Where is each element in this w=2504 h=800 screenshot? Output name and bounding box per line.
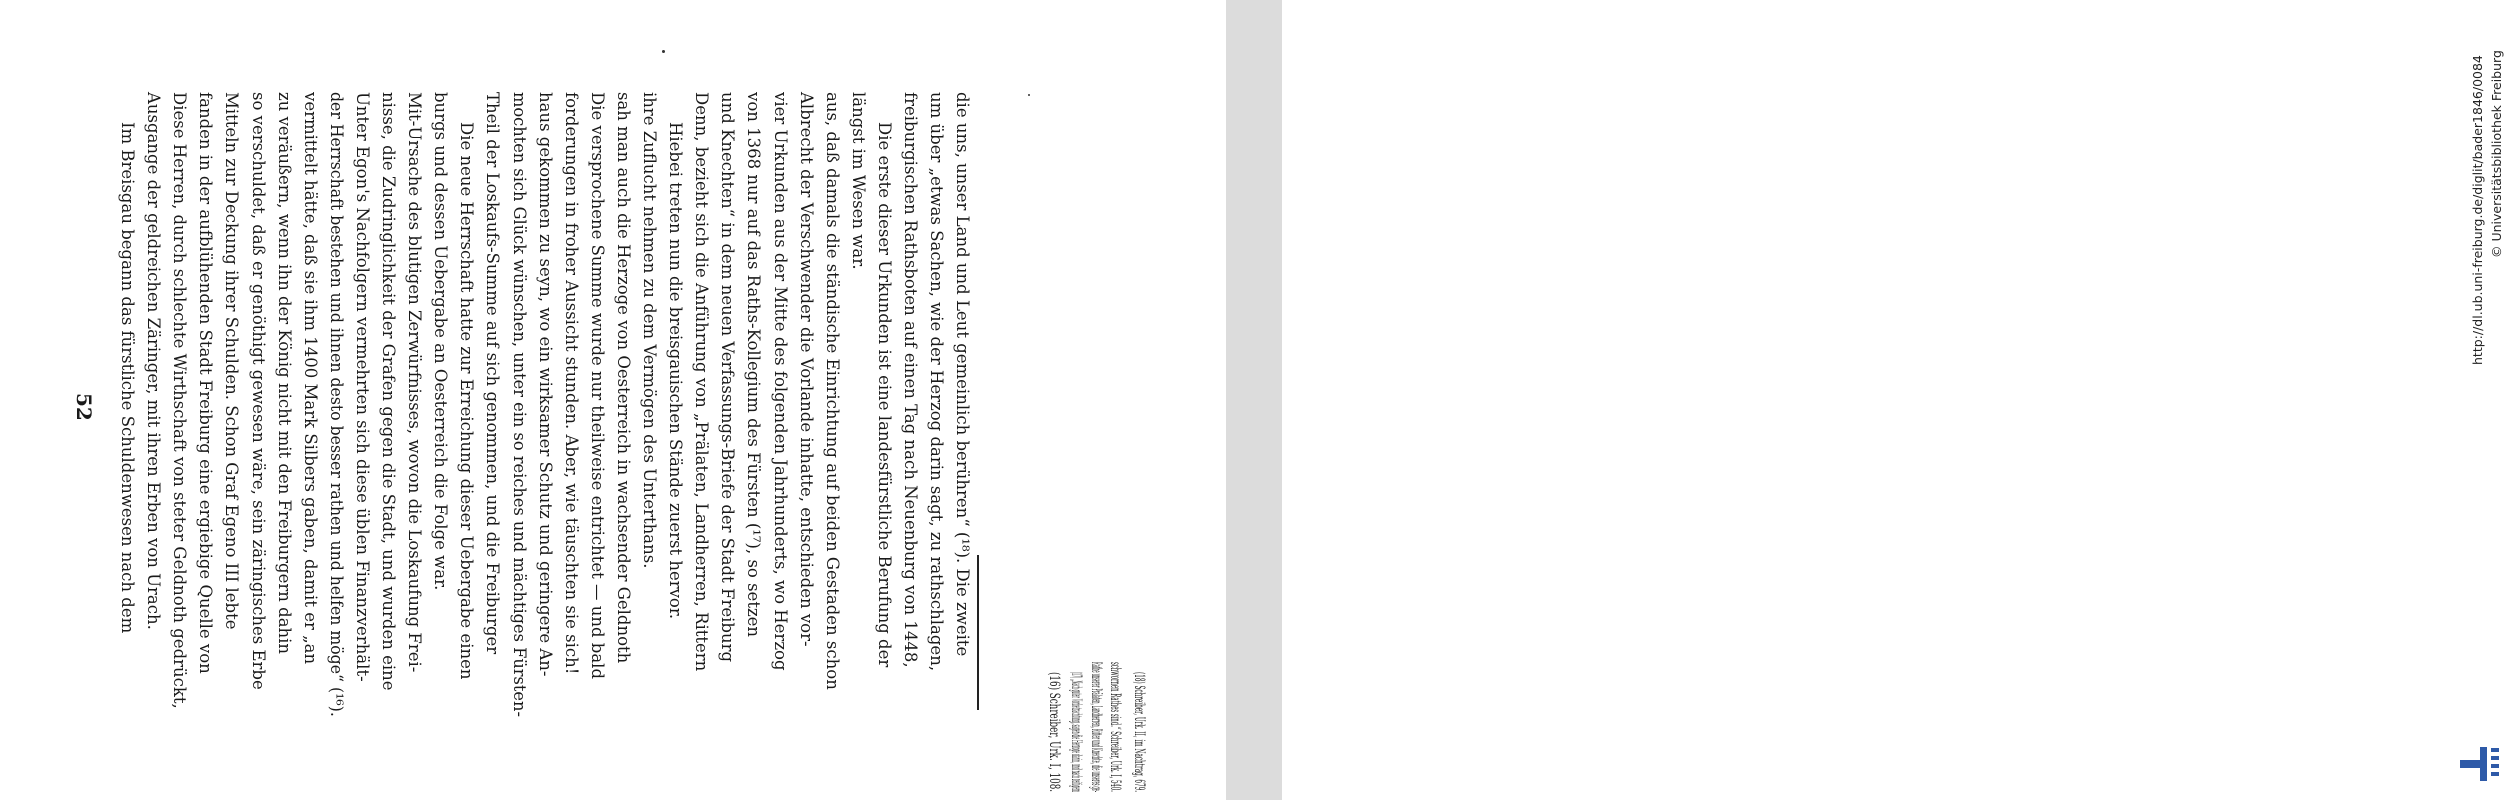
- body-line: Unter Egon's Nachfolgern vermehrten sich diese üblen Finanzverhält-: [352, 92, 372, 682]
- body-line: vermittelt hätte, daß sie ihm 1400 Mark Silbers gaben, damit er „an: [300, 92, 320, 665]
- body-line: freiburgischen Rathsboten auf einen Tag nach Neuenburg von 1448,: [901, 92, 920, 668]
- body-line: haus gekommen zu seyn, wo ein wirksamer Schutz und geringere An-: [535, 92, 555, 677]
- body-line: Ausgange der geldreichen Zäringer, mit ihren Erben von Urach.: [144, 92, 164, 630]
- body-line: fanden in der aufblühenden Stadt Freiburg eine ergiebige Quelle von: [196, 92, 216, 674]
- body-line: nisse, die Zudringlichkeit der Grafen gegen die Stadt, und wurden eine: [379, 92, 398, 691]
- footnote-divider: [977, 555, 979, 710]
- body-line: Theil der Loskaufs-Summe auf sich genommen, und die Freiburger: [483, 92, 503, 655]
- body-line: aus, daß damals die ständische Einrichtung auf beiden Gestaden schon: [822, 92, 842, 690]
- page-number: 52: [72, 393, 96, 421]
- body-line: der Herrschaft bestehen und ihnen desto besser rathen und helfen möge“ (¹⁶).: [326, 92, 346, 717]
- body-line: forderungen in froher Aussicht stunden. Aber, wie täuschten sie sich!: [561, 92, 581, 675]
- body-line: zu veräußern, wenn ihn der König nicht mit den Freiburgern dahin: [274, 92, 294, 655]
- body-line: Hiebei treten nun die breisgauischen Stände zuerst hervor.: [666, 122, 686, 620]
- body-line: die uns, unser Land und Leut gemeinlich berühren“ (¹⁸). Die zweite: [953, 92, 973, 657]
- scanned-page: [0, 0, 1226, 800]
- body-line: mochten sich Glück wünschen, unter ein so reiches und mächtiges Fürsten-: [509, 92, 529, 717]
- scan-speck: [662, 50, 665, 53]
- body-line: sah man auch die Herzoge von Oesterreich in wachsender Geldnoth: [613, 92, 633, 664]
- sidebar-copyright: © Universitätsbibliothek Freiburg: [2489, 50, 2504, 258]
- footnote-line: (18) Schreiber, Urk. II, im Nachtrag, 679.: [1131, 672, 1147, 792]
- body-line: Die versprochene Summe wurde nur theilweise entrichtet — und bald: [587, 92, 607, 680]
- footnote-line: (17) „Nach guter Vorbetrachtung, sagen die Herzoge darin, und nach zeitigem: [1068, 672, 1084, 792]
- body-line: Diese Herren, durch schlechte Wirthschaft von steter Geldnoth gedrückt,: [170, 92, 190, 709]
- footnote-line: (16) Schreiber, Urk. I, 108.: [1046, 672, 1062, 793]
- body-line: Mit-Ursache des blutigen Zerwürfnisses, wovon die Loskaufung Frei-: [405, 92, 425, 673]
- body-line: längst im Wesen war.: [848, 92, 868, 270]
- body-line: Mitteln zur Deckung ihrer Schulden. Schon Graf Egeno III lebte: [222, 92, 242, 630]
- footnote-line: Rathe unserer Prälaten, Landherren, Ritter und Knechte, die unseres ge-: [1088, 662, 1104, 793]
- body-line: ihre Zuflucht nehmen zu dem Vermögen des Unterthans.: [640, 92, 659, 569]
- body-line: burgs und dessen Uebergabe an Oesterreich die Folge war.: [431, 92, 451, 591]
- body-line: so verschuldet, daß er genöthigt gewesen wäre, sein zäringisches Erbe: [248, 92, 268, 690]
- body-line: Im Breisgau begann das fürstliche Schuldenwesen nach dem: [118, 122, 137, 634]
- body-line: Die neue Herrschaft hatte zur Erreichung dieser Uebergabe einen: [457, 122, 477, 680]
- body-line: von 1368 nur auf das Raths-Kollegium des Fürsten (¹⁷), so setzen: [744, 92, 764, 638]
- body-line: und Knechten“ in dem neuen Verfassungs-Briefe der Stadt Freiburg: [718, 92, 738, 663]
- body-line: Denn, bezieht sich die Anführung von „Prälaten, Landherren, Rittern: [692, 92, 712, 672]
- library-logo-icon: [2458, 745, 2504, 783]
- body-line: Die erste dieser Urkunden ist eine landesfürstliche Berufung der: [874, 122, 894, 668]
- scan-speck: [1028, 94, 1030, 96]
- body-line: vier Urkunden aus der Mitte des folgenden Jahrhunderts, wo Herzog: [770, 92, 790, 671]
- sidebar-url[interactable]: http://dl.ub.uni-freiburg.de/diglit/bader1846/0084: [2470, 55, 2485, 365]
- body-line: Albrecht der Verschwender die Vorlande inhatte, entschieden vor-: [796, 92, 816, 647]
- sidebar: [1226, 0, 2504, 800]
- footnote-line: schwornen Rathes sind.“ Schreiber, Urk. I, 540.: [1107, 662, 1123, 792]
- body-line: um über „etwas Sachen, wie der Herzog darin sagt, zu rathschlagen,: [927, 92, 947, 672]
